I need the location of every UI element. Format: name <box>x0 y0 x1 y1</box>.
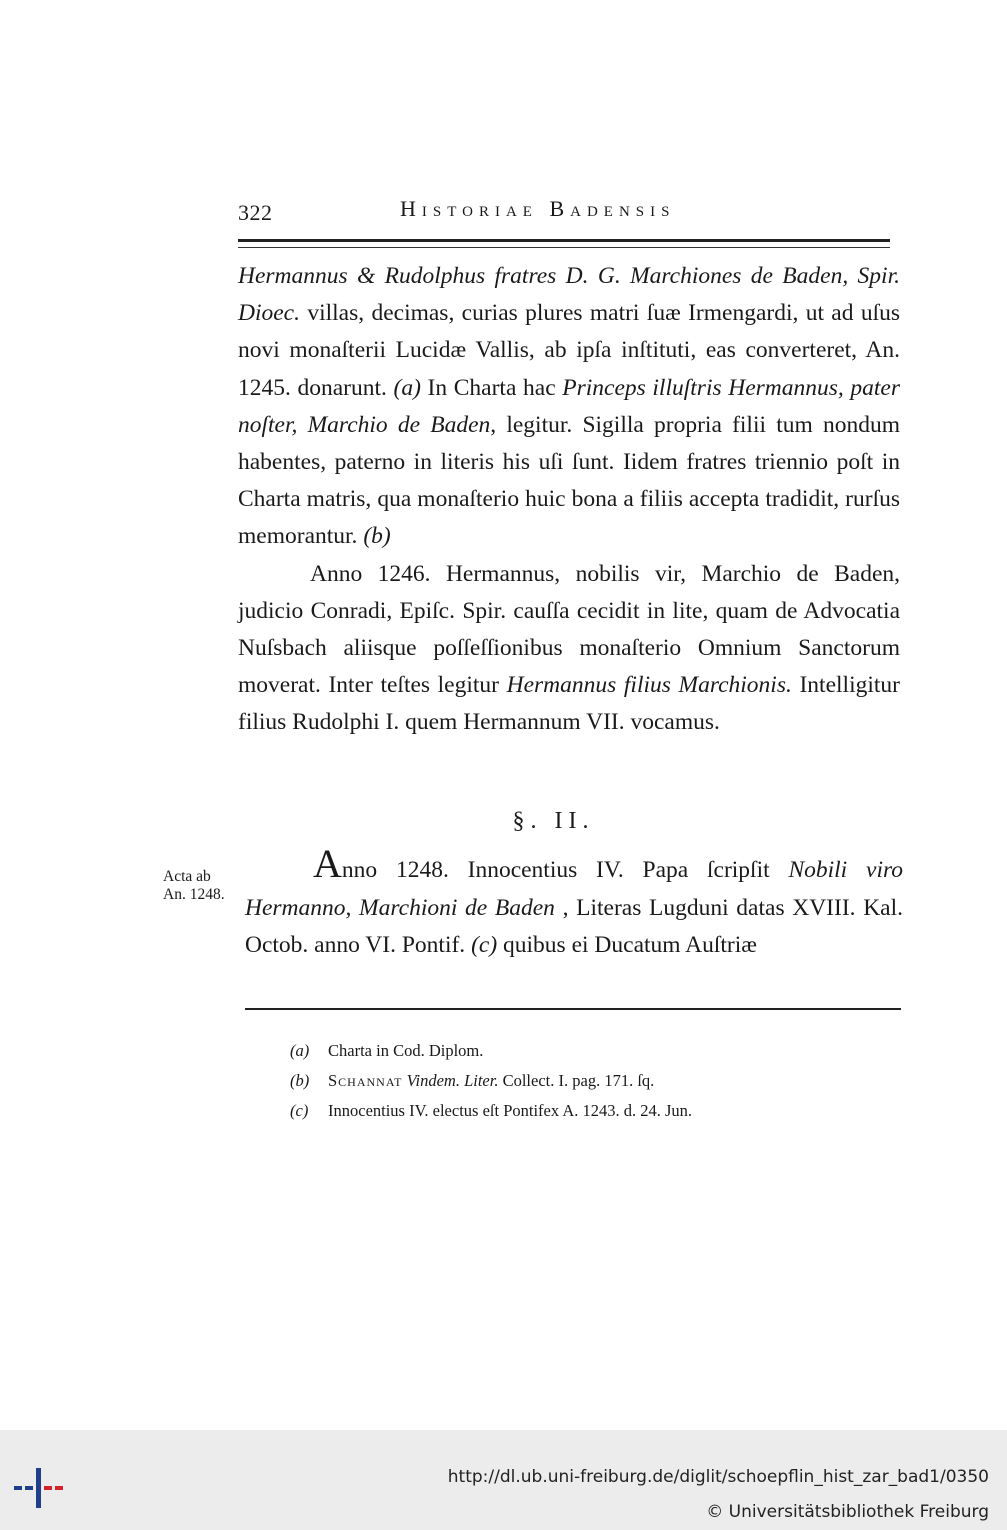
section-heading: §. II. <box>512 808 595 834</box>
text-segment: , Literas Lugduni datas XVIII. Kal. Octob. anno VI. Pontif. <box>245 894 903 958</box>
footnote-title: Vindem. Liter. <box>406 1071 499 1090</box>
text-segment: In Charta hac <box>420 374 563 401</box>
footnote-ref-c: (c) <box>471 932 498 958</box>
footnote-text: Innocentius IV. electus eſt Pontifex A. 1243. d. 24. Jun. <box>328 1101 693 1120</box>
footnote-text: Charta in Cod. Diplom. <box>328 1041 484 1060</box>
text-segment: Hermannus & Rudolphus fratres D. G. Marchiones de Baden, Spir. Dioec. <box>238 263 900 327</box>
text-segment: quibus ei Ducatum Auſtriæ <box>497 932 757 958</box>
text-segment: villas, decimas, curias plures matri ſuæ Irmengardi, ut ad uſus novi monaſterii Lucidæ Vallis, ab ipſa inſtituti, eas converteret, An. 1245. donarunt. <box>238 300 900 401</box>
text-segment: Hermannus filius Marchionis. <box>506 672 792 699</box>
copyright-text: © Universitätsbibliothek Freiburg <box>706 1502 989 1522</box>
footnote-author: Schannat <box>328 1071 403 1090</box>
footnote-c <box>290 1096 692 1126</box>
footnote-rule <box>245 1008 901 1010</box>
margin-note <box>163 868 225 904</box>
text-segment: Intelligitur filius Rudolphi I. quem Hermannum VII. vocamus. <box>238 672 900 736</box>
footnote-ref-b: (b) <box>363 523 391 550</box>
section-text <box>245 841 903 965</box>
text-segment: Anno 1246. Hermannus, nobilis vir, Marchio de Baden, judicio Conradi, Epiſc. Spir. cauſſa cecidit in lite, quam de Advocatia Nuſsbach aliisque poſſeſſionibus monaſterio Omnium Sanctorum moverat. Inter teſtes legitur <box>238 560 900 699</box>
page-number: 322 <box>238 200 273 225</box>
page-header <box>238 196 890 226</box>
paragraph-2 <box>238 556 900 742</box>
paragraph-1 <box>238 258 900 556</box>
main-text <box>238 258 900 742</box>
text-segment: nno 1248. Innocentius IV. Papa ſcripſit <box>341 857 789 883</box>
library-logo-icon <box>14 1468 64 1508</box>
footnote-a <box>290 1036 692 1066</box>
margin-note-line: Acta ab <box>163 868 211 885</box>
text-segment: Princeps illuſtris Hermannus, pater noſter, Marchio de Baden <box>238 374 900 438</box>
header-rule <box>238 239 890 248</box>
margin-note-line: An. 1248. <box>163 886 225 903</box>
paragraph-3 <box>245 841 903 965</box>
text-segment: , legitur. Sigilla propria filii tum nondum habentes, paterno in literis his uſi ſunt. Iidem fratres triennio poſt in Charta matris, qua monaſterio huic bona a filiis accepta tradidit, rurſus memorantur. <box>238 411 900 550</box>
viewer-footer <box>0 1430 1007 1530</box>
running-title: Historiae Badensis <box>400 196 676 221</box>
footnote-mark: (c) <box>290 1101 309 1120</box>
footnote-ref-a: (a) <box>393 374 421 401</box>
footnote-b <box>290 1066 692 1096</box>
footnote-text: Collect. I. pag. 171. ſq. <box>498 1071 655 1090</box>
footnote-mark: (a) <box>290 1041 310 1060</box>
footnotes <box>290 1036 692 1126</box>
drop-cap: A <box>313 841 342 886</box>
footnote-mark: (b) <box>290 1071 310 1090</box>
permalink-link[interactable]: http://dl.ub.uni-freiburg.de/diglit/schoepflin_hist_zar_bad1/0350 <box>447 1467 989 1487</box>
text-segment: Nobili viro Hermanno, Marchioni de Baden <box>245 857 903 921</box>
